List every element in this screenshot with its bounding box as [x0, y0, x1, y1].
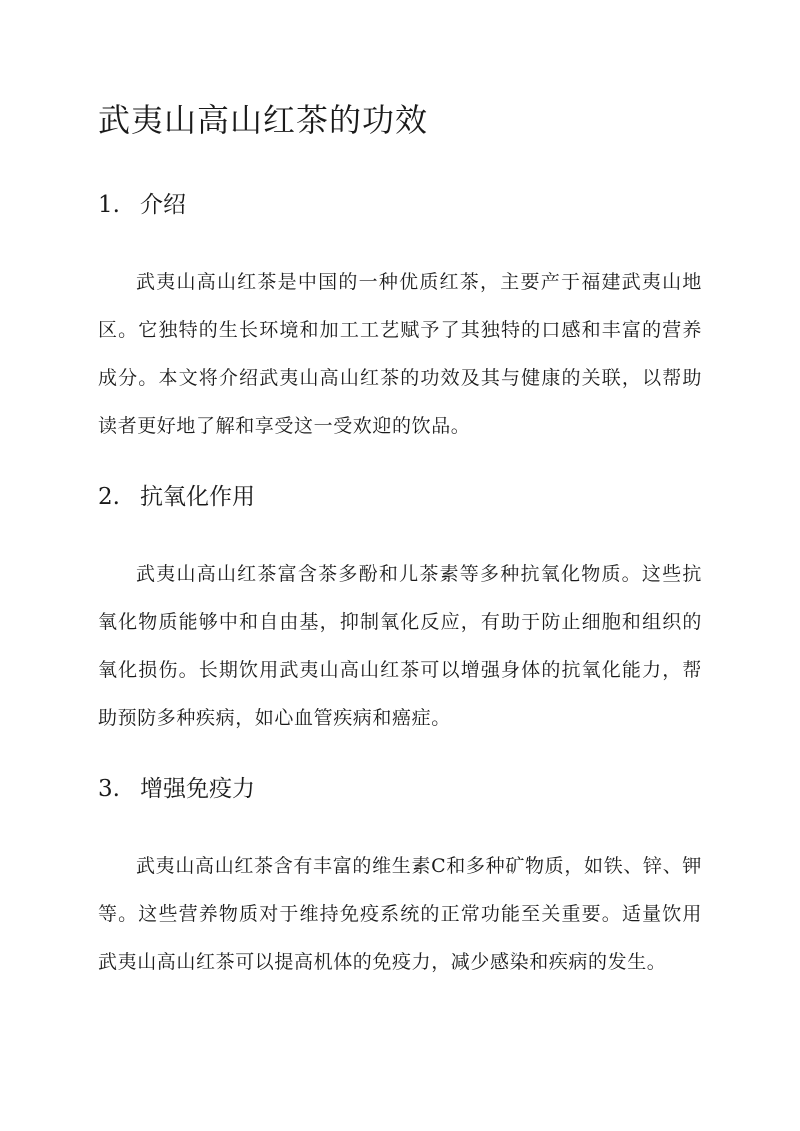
- section-heading: [98, 188, 702, 222]
- document-page: [98, 96, 702, 1016]
- section-heading: [98, 772, 702, 806]
- page-title: 武夷山高山红茶的功效: [98, 101, 429, 139]
- section-paragraph: 武夷山高山红茶含有丰富的维生素C和多种矿物质，如铁、锌、钾等。这些营养物质对于维持免疫系统的正常功能至关重要。适量饮用武夷山高山红茶可以提高机体的免疫力，减少感染和疾病的发生。: [98, 855, 702, 973]
- section-antioxidant: [98, 480, 702, 742]
- section-introduction: [98, 188, 702, 450]
- section-title: 增强免疫力: [140, 776, 255, 802]
- section-paragraph: 武夷山高山红茶富含茶多酚和儿茶素等多种抗氧化物质。这些抗氧化物质能够中和自由基，抑制氧化反应，有助于防止细胞和组织的氧化损伤。长期饮用武夷山高山红茶可以增强身体的抗氧化能力，帮助预防多种疾病，如心血管疾病和癌症。: [98, 563, 702, 729]
- section-paragraph: 武夷山高山红茶是中国的一种优质红茶，主要产于福建武夷山地区。它独特的生长环境和加工工艺赋予了其独特的口感和丰富的营养成分。本文将介绍武夷山高山红茶的功效及其与健康的关联，以帮助读者更好地了解和享受这一受欢迎的饮品。: [98, 271, 702, 437]
- section-heading: [98, 480, 702, 514]
- section-title: 介绍: [140, 192, 186, 218]
- section-number: 3.: [98, 776, 120, 802]
- section-number: 2.: [98, 484, 120, 510]
- section-number: 1.: [98, 192, 120, 218]
- section-title: 抗氧化作用: [140, 484, 255, 510]
- section-immunity: [98, 772, 702, 986]
